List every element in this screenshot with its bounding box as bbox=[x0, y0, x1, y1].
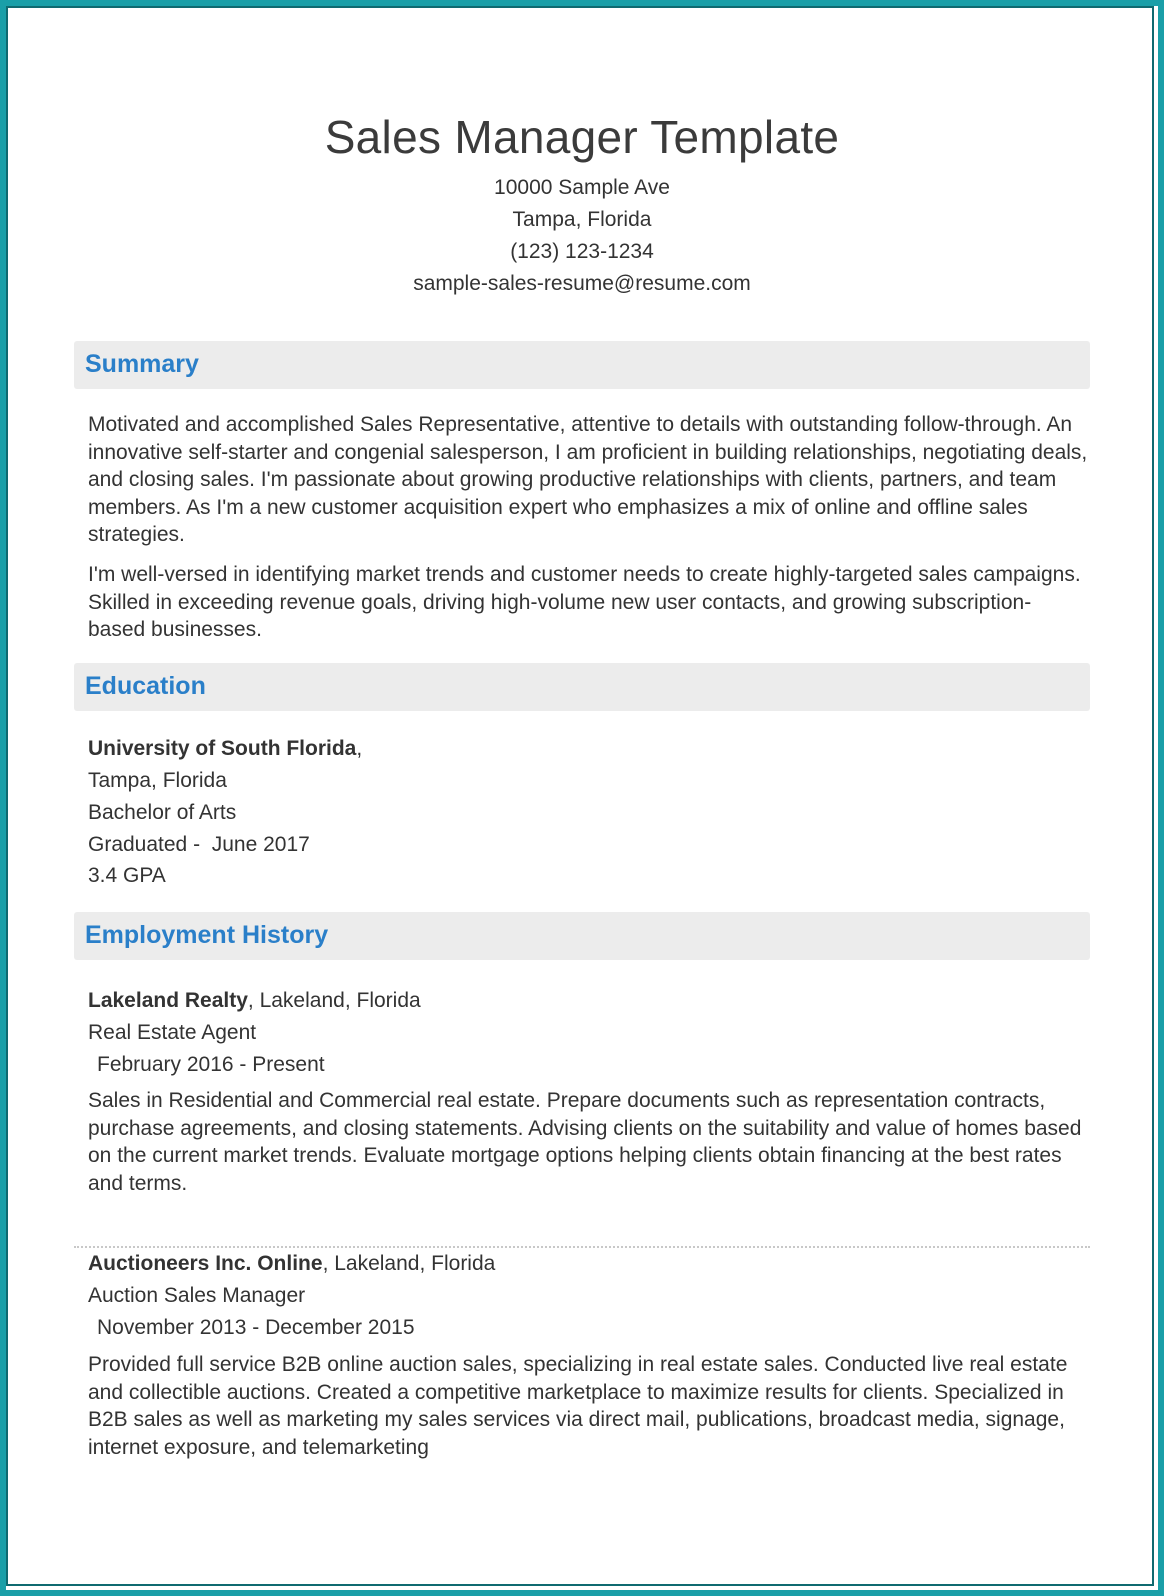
contact-city: Tampa, Florida bbox=[512, 208, 652, 231]
summary-heading: Summary bbox=[85, 350, 199, 378]
employment-heading: Employment History bbox=[85, 921, 329, 949]
job-1-location: , Lakeland, Florida bbox=[247, 989, 421, 1012]
summary-section-header bbox=[74, 341, 1090, 389]
job-2-role: Auction Sales Manager bbox=[88, 1284, 306, 1307]
education-section-header bbox=[74, 663, 1090, 711]
school-suffix: , bbox=[356, 737, 363, 760]
contact-email: sample-sales-resume@resume.com bbox=[413, 272, 751, 295]
education-gpa: 3.4 GPA bbox=[88, 864, 166, 887]
job-2-location: , Lakeland, Florida bbox=[322, 1252, 496, 1275]
job-2-description: Provided full service B2B online auction sales, specializing in real estate sales. Conducted live real estate and collectible auctions. Created a competitive marketplace to maximize results for clients. Specialized in B2B sales as well as marketing my sales services via direct mail, publications, broadcast media, signage, internet exposure, and telemarketing bbox=[88, 1353, 1068, 1459]
education-heading: Education bbox=[85, 672, 206, 700]
school-name: University of South Florida bbox=[88, 737, 357, 760]
employment-section-header bbox=[74, 912, 1090, 960]
job-1-dates: February 2016 - Present bbox=[97, 1053, 325, 1076]
contact-phone: (123) 123-1234 bbox=[510, 240, 654, 263]
summary-paragraph-2: I'm well-versed in identifying market trends and customer needs to create highly-targeted sales campaigns. Skilled in exceeding revenue goals, driving high-volume new user contacts, and growing subscription-based businesses. bbox=[88, 563, 1081, 641]
education-graduated: Graduated - June 2017 bbox=[88, 833, 310, 856]
job-1-role: Real Estate Agent bbox=[88, 1021, 257, 1044]
job-1-description: Sales in Residential and Commercial real estate. Prepare documents such as representation contracts, purchase agreements, and closing statements. Advising clients on the suitability and value of homes based on the current market trends. Evaluate mortgage options helping clients obtain financing at the best rates and terms. bbox=[88, 1089, 1082, 1195]
page-title: Sales Manager Template bbox=[324, 111, 840, 163]
education-location: Tampa, Florida bbox=[88, 769, 227, 792]
education-degree: Bachelor of Arts bbox=[88, 801, 237, 824]
contact-address: 10000 Sample Ave bbox=[494, 176, 670, 199]
job-1-company: Lakeland Realty bbox=[88, 989, 248, 1012]
job-1-header bbox=[88, 989, 421, 1013]
summary-paragraph-1: Motivated and accomplished Sales Representative, attentive to details with outstanding follow-through. An innovative self-starter and congenial salesperson, I am proficient in building relationships, negotiating deals, and closing sales. I'm passionate about growing productive relationships with clients, partners, and team members. As I'm a new customer acquisition expert who emphasizes a mix of online and offline sales strategies. bbox=[88, 413, 1088, 546]
job-divider bbox=[74, 1246, 1090, 1248]
education-school bbox=[88, 737, 362, 761]
job-2-dates: November 2013 - December 2015 bbox=[97, 1316, 415, 1339]
job-2-company: Auctioneers Inc. Online bbox=[88, 1252, 323, 1275]
job-2-header bbox=[88, 1252, 495, 1276]
